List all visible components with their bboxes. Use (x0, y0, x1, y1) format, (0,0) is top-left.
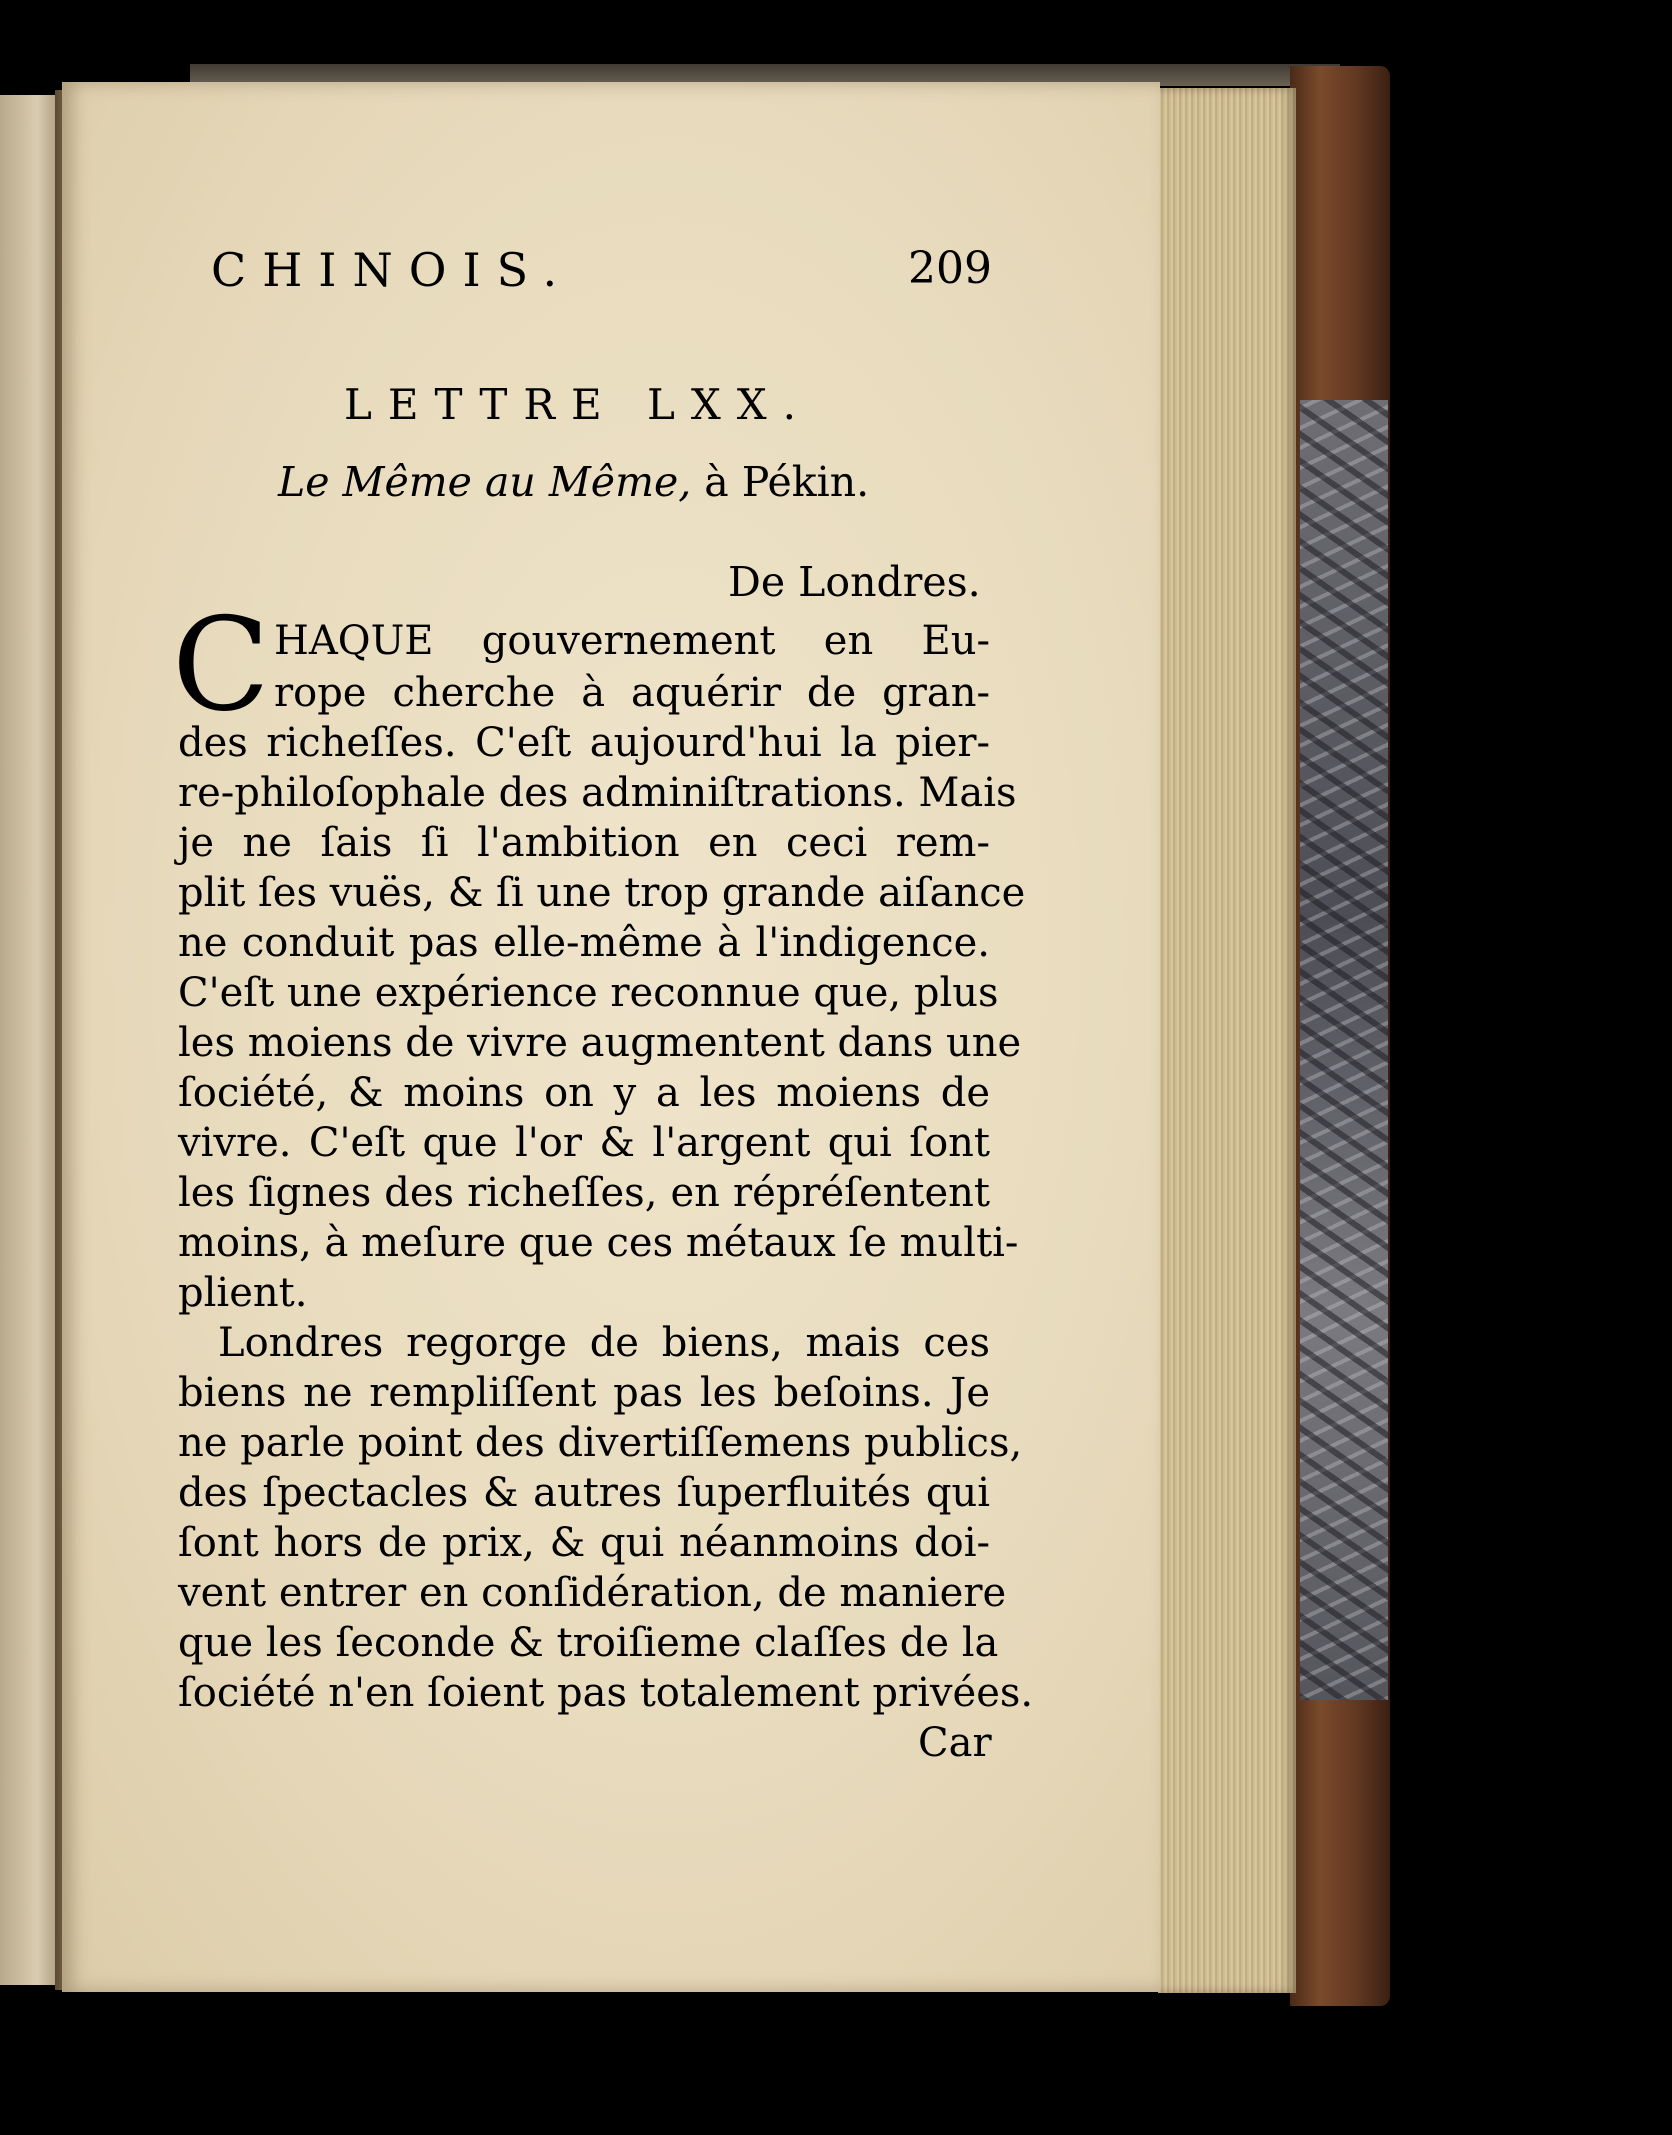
body-line: rope cherche à aquérir de gran- (274, 670, 990, 716)
page-fore-edge (1158, 88, 1296, 1993)
subtitle-roman: à Pékin. (691, 458, 870, 506)
body-line: biens ne rempliſſent pas les beſoins. Je (178, 1370, 990, 1416)
body-line: des ſpectacles & autres ſuperfluités qui (178, 1470, 990, 1516)
body-line: les ſignes des richeſſes, en répréſentent (178, 1170, 990, 1216)
body-line: vent entrer en conſidération, de maniere (178, 1570, 1007, 1616)
subtitle-italic: Le Même au Même, (278, 458, 692, 506)
body-line: Londres regorge de biens, mais ces (218, 1320, 990, 1366)
dateline: De Londres. (728, 558, 981, 606)
marbled-board (1300, 400, 1388, 1700)
facing-page-edge (0, 95, 62, 1985)
body-line: moins, à meſure que ces métaux ſe multi- (178, 1220, 1019, 1266)
body-line: des richeſſes. C'eſt aujourd'hui la pier- (178, 720, 990, 766)
letter-subtitle (278, 458, 869, 506)
body-line: vivre. C'eſt que l'or & l'argent qui ſont (178, 1120, 990, 1166)
body-line: les moiens de vivre augmentent dans une (178, 1020, 1022, 1066)
letter-title: LETTRE LXX. (344, 380, 813, 429)
body-line: ne parle point des divertiſſemens publics, (178, 1420, 1023, 1466)
body-line: HAQUE gouvernement en Eu- (274, 618, 990, 664)
body-line: ſociété n'en ſoient pas totalement privées. (178, 1670, 1034, 1716)
body-line: je ne ſais ſi l'ambition en ceci rem- (178, 820, 990, 866)
running-head: CHINOIS. (211, 243, 574, 297)
body-line: ne conduit pas elle-même à l'indigence. (178, 920, 990, 966)
body-line: que les ſeconde & troiſieme claſſes de la (178, 1620, 999, 1666)
body-line: plit ſes vuës, & ſi une trop grande aiſance (178, 870, 1026, 916)
body-line: ſont hors de prix, & qui néanmoins doi- (178, 1520, 990, 1566)
body-line: re-philoſophale des adminiſtrations. Mais (178, 770, 1017, 816)
drop-cap: C (172, 591, 270, 740)
catchword: Car (918, 1720, 992, 1766)
page-number: 209 (908, 243, 992, 294)
body-line: C'eſt une expérience reconnue que, plus (178, 970, 999, 1016)
body-line: plient. (178, 1270, 308, 1316)
body-line: ſociété, & moins on y a les moiens de (178, 1070, 990, 1116)
